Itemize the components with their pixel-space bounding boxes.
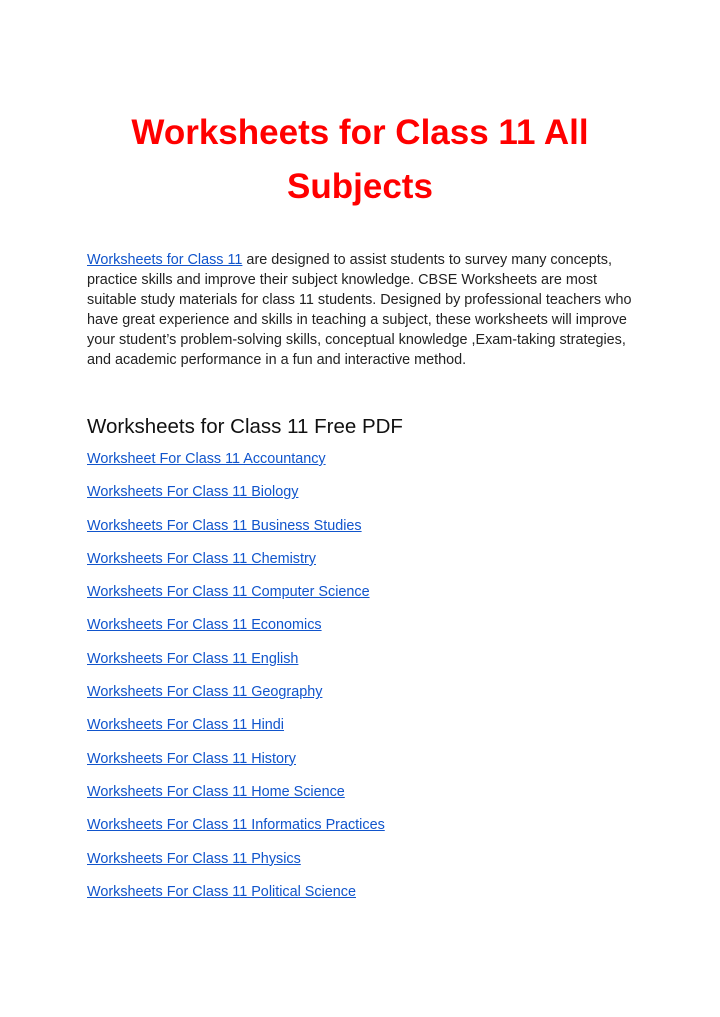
link-economics[interactable]: Worksheets For Class 11 Economics	[87, 617, 322, 634]
list-item	[87, 749, 385, 782]
link-political-science[interactable]: Worksheets For Class 11 Political Science	[87, 883, 356, 900]
link-chemistry[interactable]: Worksheets For Class 11 Chemistry	[87, 550, 316, 567]
link-hindi[interactable]: Worksheets For Class 11 Hindi	[87, 717, 285, 734]
link-accountancy[interactable]: Worksheet For Class 11 Accountancy	[87, 451, 326, 467]
list-item	[87, 649, 385, 682]
intro-link-worksheets-class-11[interactable]: Worksheets for Class 11	[87, 252, 243, 268]
list-item	[87, 682, 385, 715]
list-item	[87, 782, 385, 815]
list-item	[87, 882, 385, 915]
list-item	[87, 615, 385, 648]
link-english[interactable]: Worksheets For Class 11 English	[87, 650, 299, 667]
list-item	[87, 516, 385, 549]
link-informatics-practices[interactable]: Worksheets For Class 11 Informatics Practices	[87, 817, 385, 834]
list-item	[87, 449, 385, 482]
link-geography[interactable]: Worksheets For Class 11 Geography	[87, 684, 323, 701]
link-physics[interactable]: Worksheets For Class 11 Physics	[87, 850, 301, 867]
list-item	[87, 582, 385, 615]
list-item	[87, 549, 385, 582]
intro-paragraph	[87, 250, 647, 370]
link-biology[interactable]: Worksheets For Class 11 Biology	[87, 484, 299, 501]
link-business-studies[interactable]: Worksheets For Class 11 Business Studies	[87, 517, 362, 534]
page-title: Worksheets for Class 11 All Subjects	[131, 113, 589, 206]
link-computer-science[interactable]: Worksheets For Class 11 Computer Science	[87, 584, 370, 601]
list-item	[87, 482, 385, 515]
link-history[interactable]: Worksheets For Class 11 History	[87, 750, 296, 767]
list-item	[87, 849, 385, 882]
list-item	[87, 815, 385, 848]
link-home-science[interactable]: Worksheets For Class 11 Home Science	[87, 783, 345, 800]
subject-link-list	[87, 449, 385, 915]
section-heading: Worksheets for Class 11 Free PDF	[87, 415, 403, 438]
list-item	[87, 715, 385, 748]
intro-body-text: are designed to assist students to survey many concepts, practice skills and improve their subject knowledge. CBSE Worksheets are most suitable study materials for class 11 students. Designed by professional teachers who have great experience and skills in teaching a subject, these worksheets will improve your student’s problem-solving skills, conceptual knowledge ,Exam-taking strategies, and academic performance in a fun and interactive method.	[87, 252, 632, 368]
